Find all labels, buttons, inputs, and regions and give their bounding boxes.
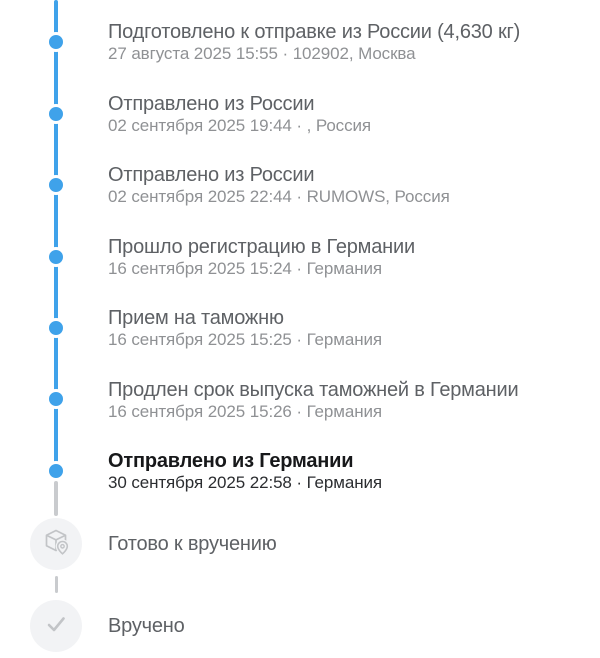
pending-step-badge <box>30 518 82 570</box>
timeline-dot <box>46 247 66 267</box>
timeline-event <box>108 235 584 279</box>
timeline-dot <box>46 461 66 481</box>
timeline-pending-line <box>54 481 58 516</box>
event-title: Прошло регистрацию в Германии <box>108 236 415 258</box>
event-title: Прием на таможню <box>108 307 284 329</box>
timeline-event <box>108 378 584 422</box>
timeline-dot <box>46 104 66 124</box>
timeline-dot <box>46 318 66 338</box>
event-meta: 16 сентября 2025 15:24 · Германия <box>108 259 382 278</box>
event-meta: 02 сентября 2025 19:44 · , Россия <box>108 116 371 135</box>
package-location-icon <box>40 526 72 563</box>
event-meta: 16 сентября 2025 15:25 · Германия <box>108 330 382 349</box>
timeline-dot <box>46 32 66 52</box>
pending-step-label: Готово к вручению <box>108 532 277 555</box>
timeline-dot <box>46 175 66 195</box>
event-meta: 27 августа 2025 15:55 · 102902, Москва <box>108 44 416 63</box>
event-meta: 02 сентября 2025 22:44 · RUMOWS, Россия <box>108 187 450 206</box>
event-title: Отправлено из России <box>108 93 315 115</box>
timeline-event-current <box>108 449 584 493</box>
event-title: Подготовлено к отправке из России (4,630 кг) <box>108 21 521 43</box>
timeline-event <box>108 92 584 136</box>
timeline-dot <box>46 389 66 409</box>
event-title: Отправлено из России <box>108 164 315 186</box>
event-title: Отправлено из Германии <box>108 450 354 472</box>
timeline-event <box>108 20 584 64</box>
pending-step-label: Вручено <box>108 614 185 637</box>
timeline-event <box>108 306 584 350</box>
timeline-event <box>108 163 584 207</box>
timeline-pending-dash <box>55 576 58 593</box>
event-meta: 16 сентября 2025 15:26 · Германия <box>108 402 382 421</box>
pending-step-badge <box>30 600 82 652</box>
event-meta: 30 сентября 2025 22:58 · Германия <box>108 473 382 492</box>
event-title: Продлен срок выпуска таможней в Германии <box>108 379 519 401</box>
checkmark-icon <box>40 608 72 645</box>
